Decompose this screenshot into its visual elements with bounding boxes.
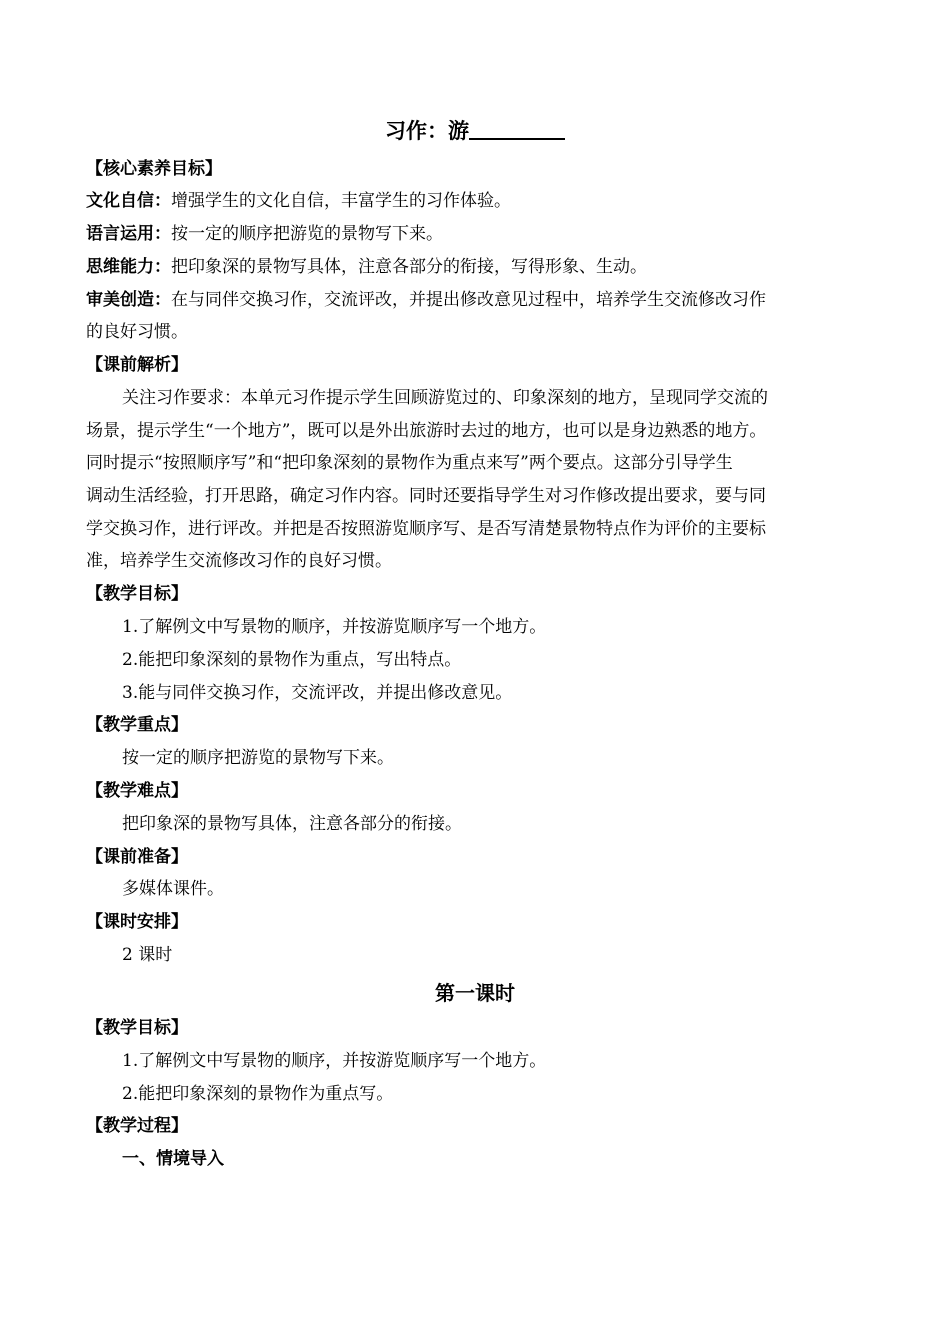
core-goal-continuation: 的良好习惯。	[86, 322, 188, 342]
analysis-line: 同时提示“按照顺序写”和“把印象深刻的景物作为重点来写”两个要点。这部分引导学生	[86, 453, 733, 473]
title-blank-line	[469, 118, 565, 140]
heading-preparation: 【课前准备】	[86, 847, 188, 867]
core-goal-label: 审美创造：	[86, 290, 171, 310]
core-goal-label: 思维能力：	[86, 257, 171, 277]
heading-difficulty: 【教学难点】	[86, 781, 188, 801]
core-goal-item	[86, 289, 766, 311]
analysis-line: 关注习作要求：本单元习作提示学生回顾游览过的、印象深刻的地方，呈现同学交流的	[122, 388, 768, 408]
analysis-line: 学交换习作，进行评改。并把是否按照游览顺序写、是否写清楚景物特点作为评价的主要标	[86, 519, 766, 539]
teaching-goal-item: 3.能与同伴交换习作，交流评改，并提出修改意见。	[122, 683, 513, 703]
page-title	[0, 117, 950, 145]
core-goal-text: 按一定的顺序把游览的景物写下来。	[171, 224, 443, 244]
heading-key-point: 【教学重点】	[86, 715, 188, 735]
analysis-line: 场景，提示学生“一个地方”，既可以是外出旅游时去过的地方，也可以是身边熟悉的地方。	[86, 421, 767, 441]
core-goal-item	[86, 190, 511, 212]
heading-core-goals: 【核心素养目标】	[86, 159, 222, 179]
teaching-goal-item: 1.了解例文中写景物的顺序，并按游览顺序写一个地方。	[122, 617, 547, 637]
analysis-line: 准，培养学生交流修改习作的良好习惯。	[86, 551, 392, 571]
core-goal-item	[86, 223, 443, 245]
heading-process: 【教学过程】	[86, 1116, 188, 1136]
heading-pre-analysis: 【课前解析】	[86, 355, 188, 375]
core-goal-text: 在与同伴交换习作，交流评改，并提出修改意见过程中，培养学生交流修改习作	[171, 290, 766, 310]
preparation-text: 多媒体课件。	[122, 879, 224, 899]
process-step: 一、情境导入	[122, 1149, 224, 1169]
key-point-text: 按一定的顺序把游览的景物写下来。	[122, 748, 394, 768]
heading-lesson-goals: 【教学目标】	[86, 1018, 188, 1038]
core-goal-label: 语言运用：	[86, 224, 171, 244]
lesson-title: 第一课时	[435, 981, 515, 1005]
lesson-goal-item: 2.能把印象深刻的景物作为重点写。	[122, 1084, 394, 1104]
teaching-goal-item: 2.能把印象深刻的景物作为重点，写出特点。	[122, 650, 462, 670]
analysis-line: 调动生活经验，打开思路，确定习作内容。同时还要指导学生对习作修改提出要求，要与同	[86, 486, 766, 506]
heading-schedule: 【课时安排】	[86, 912, 188, 932]
difficulty-text: 把印象深的景物写具体，注意各部分的衔接。	[122, 814, 462, 834]
core-goal-label: 文化自信：	[86, 191, 171, 211]
schedule-text: 2 课时	[122, 945, 173, 965]
core-goal-text: 把印象深的景物写具体，注意各部分的衔接，写得形象、生动。	[171, 257, 647, 277]
lesson-goal-item: 1.了解例文中写景物的顺序，并按游览顺序写一个地方。	[122, 1051, 547, 1071]
heading-teaching-goals: 【教学目标】	[86, 584, 188, 604]
core-goal-item	[86, 256, 647, 278]
core-goal-text: 增强学生的文化自信，丰富学生的习作体验。	[171, 191, 511, 211]
title-prefix: 习作：游	[385, 118, 469, 143]
